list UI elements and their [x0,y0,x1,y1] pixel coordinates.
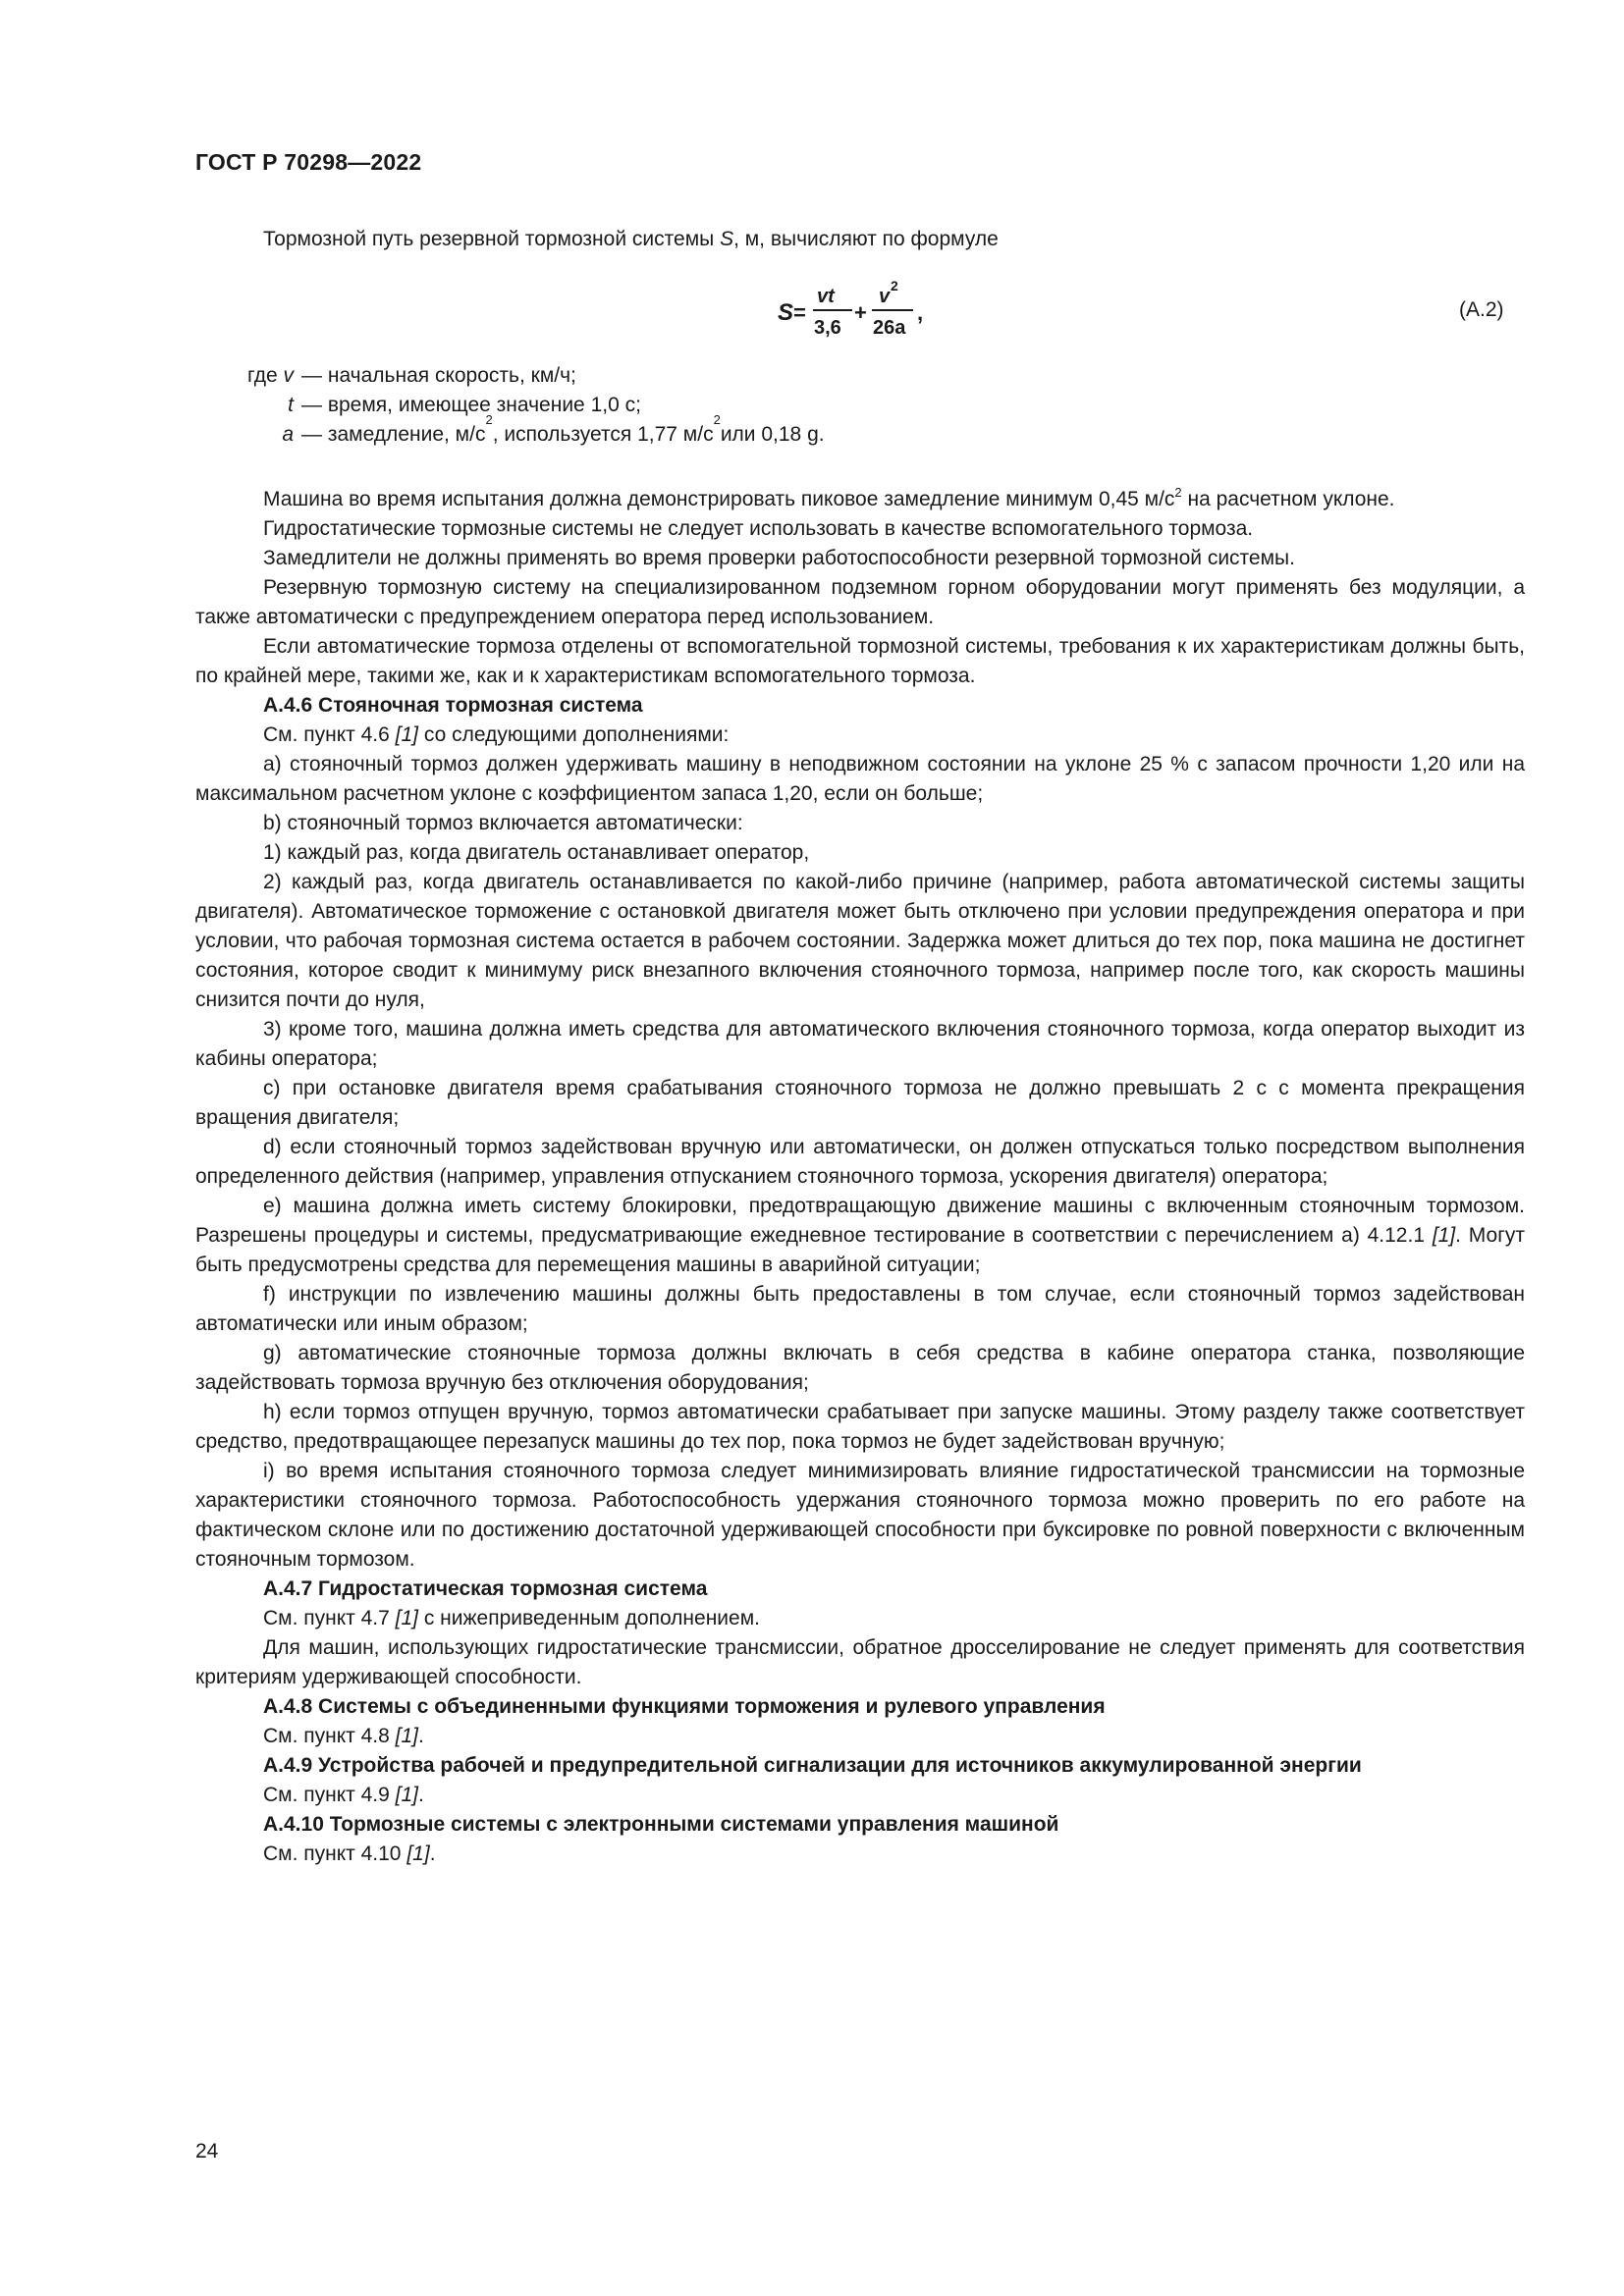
reference-link: [1] [395,723,419,746]
reference-link: [1] [395,1607,419,1629]
definition-text: замедление, м/с [327,423,486,446]
definition-label [195,391,301,420]
formula-number: (A.2) [1459,298,1504,321]
definition-label [195,361,301,391]
reference-link: [1] [395,1784,419,1806]
paragraph-a46-ref [195,721,1525,750]
list-item-i: i) во время испытания стояночного тормоза следует минимизировать влияние гидростатической трансмиссии на тормозные характеристики стояночного тормоза. Работоспособность удержания стояночного тормоза можно проверить по его работе на фактическом склоне или по достижению достаточной удерживающей способности при буксировке по ровной поверхности с включенным стояночным тормозом. [195,1460,1525,1571]
formula-den1: 3,6 [814,317,841,339]
paragraph-text: со следующими дополнениями: [418,723,730,746]
paragraph-text: с нижеприведенным дополнением. [418,1607,760,1629]
heading-a46: А.4.6 Стояночная тормозная система [263,694,643,717]
paragraph-automatic-brakes: Если автоматические тормоза отделены от вспомогательной тормозной системы, требования к их характеристикам должны быть, по крайней мере, такими же, как и к характеристикам вспомогательного тормоза. [195,635,1525,687]
paragraph-reserve-system: Резервную тормозную систему на специализированном подземном горном оборудовании могут применять без модуляции, а также автоматически с предупреждением оператора перед использованием. [195,576,1525,628]
formula-eq: = [793,300,806,325]
paragraph-a47-ref [195,1604,1525,1633]
paragraph-text: . [418,1725,424,1747]
formula-num1: vt [817,286,835,307]
page-number: 24 [195,2140,219,2163]
paragraph-a48-ref [195,1722,1525,1751]
definition-dash: — [301,364,322,387]
heading-a48: А.4.8 Системы с объединенными функциями торможения и рулевого управления [263,1695,1106,1718]
heading-a47: А.4.7 Гидростатическая тормозная система [263,1577,708,1600]
definition-var: a [282,423,294,446]
reference-link: [1] [1432,1224,1456,1247]
intro-text: Тормозной путь резервной тормозной системы [263,228,721,250]
definition-dash: — [301,423,322,446]
paragraph-text: См. пункт 4.7 [263,1607,396,1629]
paragraph-text: e) машина должна иметь систему блокировки, предотвращающую движение машины с включенным стояночным тормозом. Разрешены процедуры и системы, предусматривающие ежедневное тестирование в соответствии с перечислением а) 4.12.1 [195,1195,1525,1247]
paragraph-a410-ref [195,1840,1525,1869]
formula-svg [776,273,972,351]
paragraph-retarders: Замедлители не должны применять во время проверки работоспособности резервной тормозной системы. [263,547,1295,569]
list-item-e [195,1192,1525,1280]
definition-dash: — [301,394,322,416]
definition-text: время, имеющее значение 1,0 с; [327,394,641,416]
paragraph-peak-deceleration [195,485,1525,514]
paragraph-text: См. пункт 4.10 [263,1842,407,1865]
definition-var: v [283,364,294,387]
formula-lhs: S [778,299,794,326]
list-item-h: h) если тормоз отпущен вручную, тормоз автоматически срабатывает при запуске машины. Этому разделу также соответствует средство, предотвращающее перезапуск машины до тех пор, пока тормоз не будет задействован вручную; [195,1401,1525,1453]
definition-var: t [288,394,294,416]
heading-a410: А.4.10 Тормозные системы с электронными системами управления машиной [263,1813,1059,1836]
list-item-a: a) стояночный тормоз должен удерживать машину в неподвижном состоянии на уклоне 25 % с запасом прочности 1,20 или на максимальном расчетном уклоне с коэффициентом запаса 1,20, если он больше; [195,753,1525,805]
paragraph-text: См. пункт 4.6 [263,723,396,746]
definition-label [195,420,301,450]
reference-link: [1] [406,1842,430,1865]
superscript: 2 [713,412,721,427]
definitions-list [195,361,825,450]
formula-num2-base: v [879,286,891,307]
intro-text-after: , м, вычисляют по формуле [733,228,999,250]
paragraph-text: См. пункт 4.8 [263,1725,396,1747]
definition-prefix: где [247,364,278,387]
paragraph-text: на расчетном уклоне. [1181,488,1395,510]
list-item-d: d) если стояночный тормоз задействован вручную или автоматически, он должен отпускаться только посредством выполнения определенного действия (например, управления отпусканием стояночного тормоза, ускорения двигателя) оператора; [195,1136,1525,1188]
document-body [195,485,1525,1869]
superscript: 2 [1174,485,1182,500]
formula-den2: 26a [873,317,906,339]
definition-v [195,361,825,391]
heading-a49: А.4.9 Устройства рабочей и предупредительной сигнализации для источников аккумулированной энергии [263,1754,1362,1777]
paragraph-hydrostatic: Гидростатические тормозные системы не следует использовать в качестве вспомогательного тормоза. [263,517,1254,540]
reference-link: [1] [395,1725,419,1747]
list-item-c: c) при остановке двигателя время срабатывания стояночного тормоза не должно превышать 2 с с момента прекращения вращения двигателя; [195,1077,1525,1129]
formula-trail: , [917,300,924,325]
paragraph-text: . [429,1842,436,1865]
definition-text: , используется 1,77 м/с [492,423,714,446]
formula-num2-exp: 2 [891,278,898,294]
list-item-g: g) автоматические стояночные тормоза должны включать в себя средства в кабине оператора станка, позволяющие задействовать тормоза вручную без отключения оборудования; [195,1342,1525,1394]
formula-plus: + [854,300,867,325]
paragraph-text: . [418,1784,424,1806]
document-header: ГОСТ Р 70298—2022 [195,149,422,175]
list-item-b3: 3) кроме того, машина должна иметь средства для автоматического включения стояночного тормоза, когда оператор выходит из кабины оператора; [195,1018,1525,1070]
definition-a [195,412,825,450]
definition-t [195,391,825,420]
intro-var: S [720,228,734,250]
paragraph-text: См. пункт 4.9 [263,1784,396,1806]
superscript: 2 [485,412,493,427]
definition-text: начальная скорость, км/ч; [327,364,576,387]
formula-a2 [776,273,972,351]
paragraph-text: . Могут быть предусмотрены средства для перемещения машины в аварийной ситуации; [195,1224,1525,1276]
paragraph-a49-ref [195,1781,1525,1810]
definition-text: или 0,18 g. [720,423,825,446]
list-item-b2: 2) каждый раз, когда двигатель останавливается по какой-либо причине (например, работа автоматической системы защиты двигателя). Автоматическое торможение с остановкой двигателя может быть отключено при условии предупреждения оператора и при условии, что рабочая тормозная система остается в рабочем состоянии. Задержка может длиться до тех пор, пока машина не достигнет состояния, которое сводит к минимуму риск внезапного включения стояночного тормоза, например после того, как скорость машины снизится почти до нуля, [195,871,1525,1011]
paragraph-a47-body: Для машин, использующих гидростатические трансмиссии, обратное дросселирование не следует применять для соответствия критериям удерживающей способности. [195,1636,1525,1688]
list-item-b: b) стояночный тормоз включается автоматически: [263,812,743,834]
list-item-b1: 1) каждый раз, когда двигатель останавливает оператор, [263,841,810,864]
list-item-f: f) инструкции по извлечению машины должны быть предоставлены в том случае, если стояночный тормоз задействован автоматически или иным образом; [195,1283,1525,1335]
paragraph-text: Машина во время испытания должна демонстрировать пиковое замедление минимум 0,45 м/с [263,488,1175,510]
intro-paragraph [263,228,999,251]
